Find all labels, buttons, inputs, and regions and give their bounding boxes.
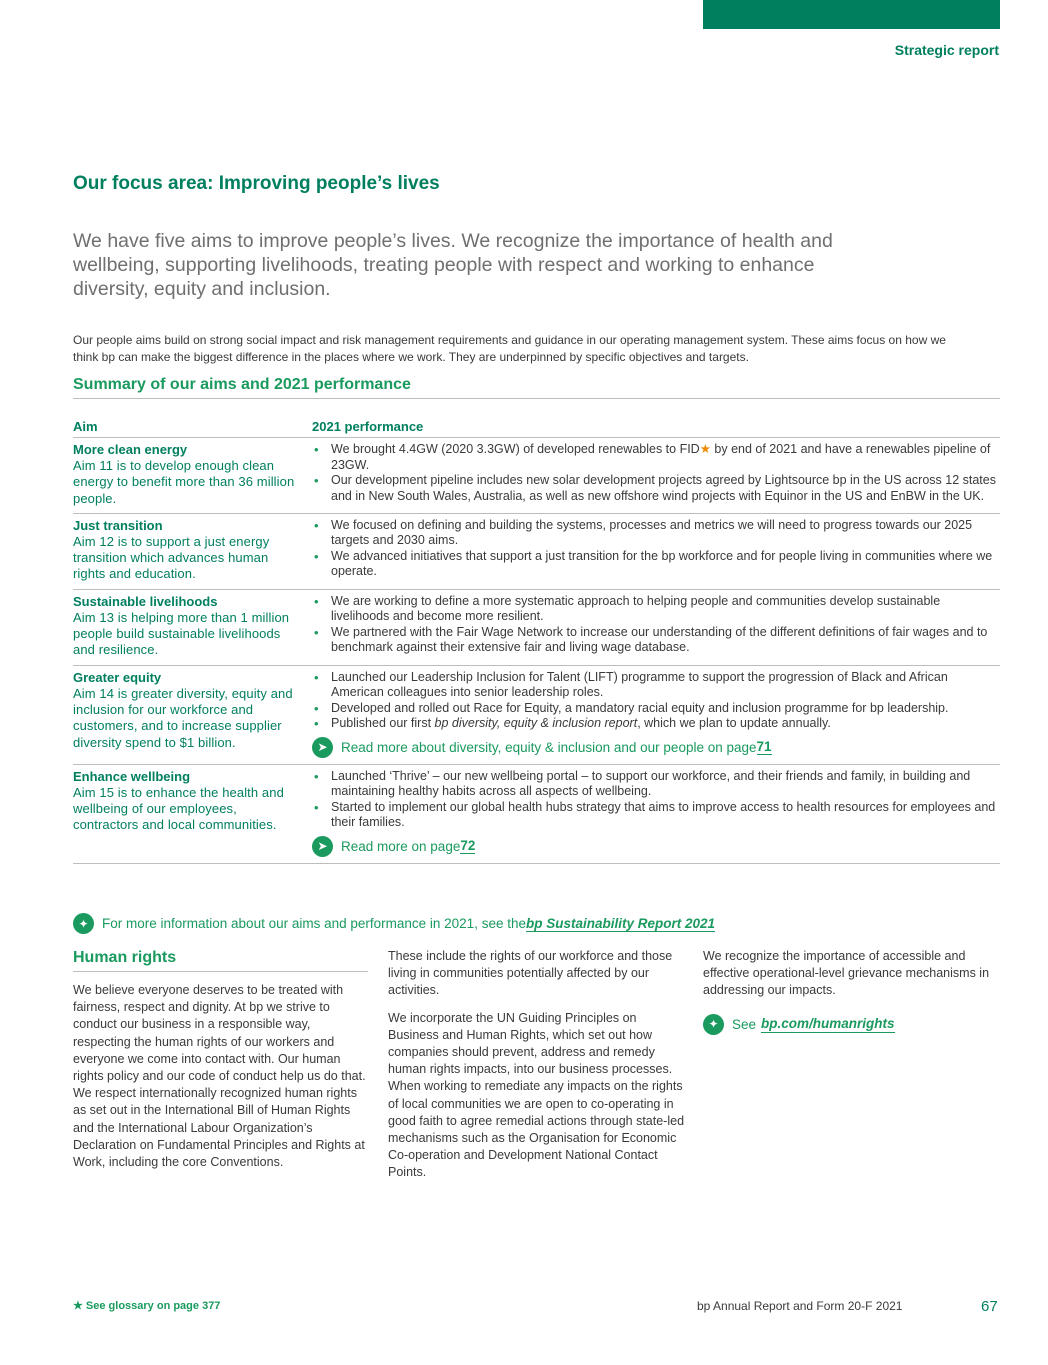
read-more-link[interactable]: ➤ Read more about diversity, equity & inclusion and our people on page 71	[312, 737, 1000, 758]
performance-list	[312, 442, 1000, 504]
table-header-row	[73, 415, 1000, 438]
list-item: • Launched ‘Thrive’ – our new wellbeing portal – to support our workforce, and their friends and family, in building and maintaining healthy habits across all aspects of wellbeing.	[312, 769, 1000, 800]
humanrights-url-link[interactable]: bp.com/humanrights	[761, 1015, 895, 1033]
divider	[73, 971, 368, 972]
text-column-3	[703, 948, 1001, 1035]
glossary-note: ★ See glossary on page 377	[73, 1300, 221, 1312]
paragraph: We believe everyone deserves to be treated with fairness, respect and dignity. At bp we strive to conduct our business in a responsible way, respecting the human rights of our workers and everyone we come into contact with. Our human rights policy and our code of conduct help us do that. We respect internationally recognized human rights as set out in the International Bill of Human Rights and the International Labour Organization’s Declaration on Fundamental Principles and Rights at Work, including the core Conventions.	[73, 983, 366, 1170]
table-row	[73, 513, 1000, 589]
click-pointer-icon: ✦	[73, 913, 94, 934]
list-item: • Started to implement our global health hubs strategy that aims to improve access to health resources for employees and their families.	[312, 800, 1000, 831]
table-row	[73, 438, 1000, 514]
page-title: Our focus area: Improving people’s lives	[73, 173, 440, 194]
text-column-2	[388, 948, 686, 1192]
summary-heading: Summary of our aims and 2021 performance	[73, 376, 411, 393]
aim-description: Aim 14 is greater diversity, equity and inclusion for our workforce and customers, and to increase supplier diversity spend to $1 billion.	[73, 685, 293, 750]
performance-cell	[312, 589, 1000, 665]
aim-description: Aim 15 is to enhance the health and wellbeing of our employees, contractors and local communities.	[73, 784, 284, 833]
list-item: • We partnered with the Fair Wage Network to increase our understanding of the different definitions of fair wages and to benchmark against their extensive fair and living wage database.	[312, 625, 1000, 656]
text-column-1	[73, 982, 371, 1181]
aim-name: More clean energy	[73, 442, 188, 457]
human-rights-heading: Human rights	[73, 949, 177, 966]
lead-paragraph: We have five aims to improve people’s lives. We recognize the importance of health and wellbeing, supporting livelihoods, treating people with respect and working to enhance diversity, equity and inclusion.	[73, 230, 833, 300]
performance-list	[312, 769, 1000, 831]
aim-cell	[73, 513, 312, 589]
paragraph: These include the rights of our workforce and those living in communities potentially affected by our activities.	[388, 949, 673, 998]
list-item: • Developed and rolled out Race for Equity, a mandatory racial equity and inclusion programme for bp leadership.	[312, 701, 1000, 717]
table-row	[73, 589, 1000, 665]
aim-description: Aim 13 is helping more than 1 million people build sustainable livelihoods and resilience.	[73, 609, 290, 658]
performance-cell	[312, 513, 1000, 589]
performance-list	[312, 518, 1000, 580]
page-reference-link[interactable]: 71	[756, 739, 772, 755]
paragraph: We recognize the importance of accessible and effective operational-level grievance mechanisms in addressing our impacts.	[703, 949, 990, 998]
more-info-link[interactable]: ✦ For more information about our aims and performance in 2021, see the bp Sustainability Report 2021	[73, 913, 715, 934]
performance-cell	[312, 764, 1000, 863]
list-item: • We are working to define a more systematic approach to helping people and communities develop sustainable livelihoods and become more resilient.	[312, 594, 1000, 625]
sustainability-report-link[interactable]: bp Sustainability Report 2021	[525, 915, 716, 931]
read-more-link[interactable]: ➤ Read more on page 72	[312, 836, 1000, 857]
paragraph: We incorporate the UN Guiding Principles on Business and Human Rights, which set out how companies should prevent, address and remedy human rights impacts, into our business processes. When working to remediate any impacts on the rights of local communities we are open to co-operating in good faith to agree remedial actions through state-led mechanisms such as the Organisation for Economic Co-operation and Development National Contact Points.	[388, 1010, 685, 1180]
aim-cell	[73, 438, 312, 514]
human-rights-link[interactable]: ✦ See bp.com/humanrights	[703, 1014, 1001, 1035]
arrow-circle-icon: ➤	[312, 836, 333, 857]
aim-description: Aim 12 is to support a just energy transition which advances human rights and education.	[73, 533, 270, 582]
performance-cell	[312, 438, 1000, 514]
intro-paragraph: Our people aims build on strong social impact and risk management requirements and guidance in our operating management system. These aims focus on how we think bp can make the biggest difference in the places where we work. They are underpinned by specific objectives and targets.	[73, 333, 946, 364]
aim-name: Sustainable livelihoods	[73, 593, 218, 609]
aim-name: Just transition	[73, 517, 163, 533]
performance-list	[312, 670, 1000, 732]
aims-table	[73, 415, 1000, 864]
top-accent-bar	[703, 0, 1000, 29]
aim-cell	[73, 764, 312, 863]
table-row	[73, 665, 1000, 764]
table-row	[73, 764, 1000, 863]
column-header-performance: 2021 performance	[312, 415, 1000, 438]
list-item: • Our development pipeline includes new solar development projects agreed by Lightsource bp in the US across 12 states and in New South Wales, Australia, as well as new offshore wind projects with Equinor in the US and EnBW in the UK.	[312, 473, 1000, 504]
aim-name: Greater equity	[73, 669, 162, 685]
performance-list	[312, 594, 1000, 656]
aim-name: Enhance wellbeing	[73, 768, 191, 784]
glossary-star-icon: ★	[699, 442, 711, 456]
arrow-circle-icon: ➤	[312, 737, 333, 758]
list-item: • We brought 4.4GW (2020 3.3GW) of developed renewables to FID★ by end of 2021 and have a renewables pipeline of 23GW.	[312, 442, 1000, 473]
page-reference-link[interactable]: 72	[460, 838, 476, 854]
aim-cell	[73, 589, 312, 665]
report-title: bp Annual Report and Form 20-F 2021	[697, 1299, 903, 1313]
section-label: Strategic report	[894, 42, 999, 58]
list-item: • Launched our Leadership Inclusion for Talent (LIFT) programme to support the progression of Black and African American colleagues into senior leadership roles.	[312, 670, 1000, 701]
divider	[73, 398, 1000, 399]
aim-cell	[73, 665, 312, 764]
list-item: • Published our first bp diversity, equity & inclusion report, which we plan to update annually.	[312, 716, 1000, 732]
list-item: • We advanced initiatives that support a just transition for the bp workforce and for people living in communities where we operate.	[312, 549, 1000, 580]
click-pointer-icon: ✦	[703, 1014, 724, 1035]
column-header-aim: Aim	[73, 415, 312, 438]
list-item: • We focused on defining and building the systems, processes and metrics we will need to progress towards our 2025 targets and 2030 aims.	[312, 518, 1000, 549]
page-number: 67	[981, 1298, 998, 1315]
performance-cell	[312, 665, 1000, 764]
aim-description: Aim 11 is to develop enough clean energy to benefit more than 36 million people.	[73, 458, 295, 506]
